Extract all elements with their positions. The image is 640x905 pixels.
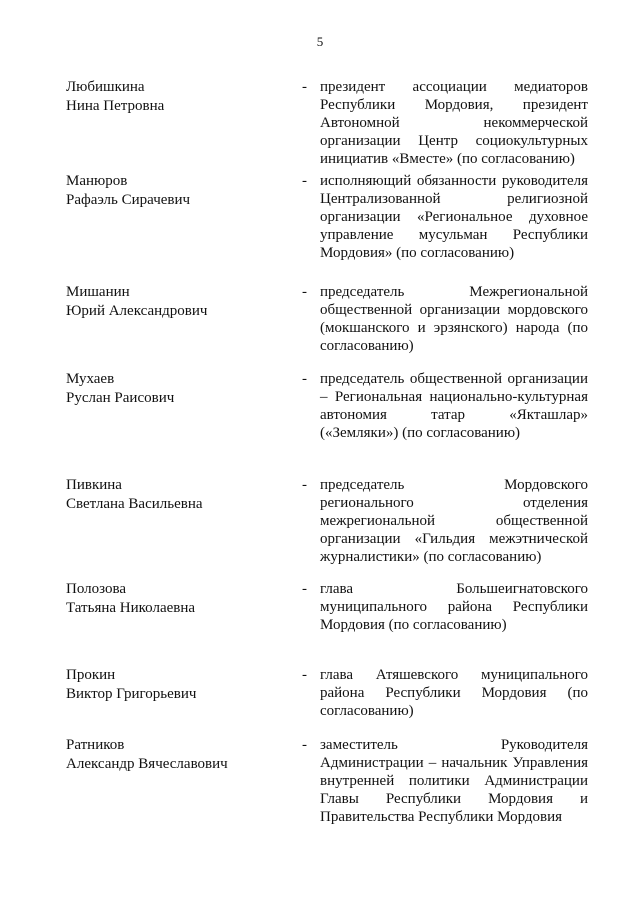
person-name xyxy=(66,172,286,210)
person-name xyxy=(66,580,286,618)
person-surname: Ратников xyxy=(66,737,125,753)
page-number: 5 xyxy=(316,34,324,49)
person-surname: Прокин xyxy=(66,667,116,683)
person-given-names: Рафаэль Сирачевич xyxy=(66,192,191,208)
separator-dash: - xyxy=(302,371,307,387)
person-surname: Мишанин xyxy=(66,284,130,300)
separator-dash: - xyxy=(302,581,307,597)
person-name xyxy=(66,78,286,116)
separator-dash: - xyxy=(302,477,307,493)
person-position: президент ассоциации медиаторов Республики Мордовия, президент Автономной некоммерческой организации Центр социокультурных инициатив «Вместе» (по согласованию) xyxy=(320,79,588,167)
person-position: глава Атяшевского муниципального района Республики Мордовия (по согласованию) xyxy=(320,667,588,719)
person-surname: Любишкина xyxy=(66,79,145,95)
person-given-names: Нина Петровна xyxy=(66,98,165,114)
person-name xyxy=(66,736,286,774)
person-given-names: Виктор Григорьевич xyxy=(66,686,197,702)
separator-dash: - xyxy=(302,737,307,753)
person-given-names: Татьяна Николаевна xyxy=(66,600,196,616)
person-given-names: Светлана Васильевна xyxy=(66,496,203,512)
person-position: председатель общественной организации – Региональная национально-культурная автономия татар «Якташлар» («Земляки») (по согласованию) xyxy=(320,371,588,441)
person-position: председатель Межрегиональной общественной организации мордовского (мокшанского и эрзянского) народа (по согласованию) xyxy=(320,284,588,354)
person-given-names: Руслан Раисович xyxy=(66,390,175,406)
separator-dash: - xyxy=(302,667,307,683)
person-name xyxy=(66,283,286,321)
person-position: исполняющий обязанности руководителя Централизованной религиозной организации «Региональное духовное управление мусульман Республики Мордовия» (по согласованию) xyxy=(320,173,588,261)
person-given-names: Юрий Александрович xyxy=(66,303,208,319)
person-surname: Пивкина xyxy=(66,477,122,493)
person-surname: Манюров xyxy=(66,173,128,189)
separator-dash: - xyxy=(302,284,307,300)
person-position: председатель Мордовского регионального отделения межрегиональной общественной организации «Гильдия межэтнической журналистики» (по согласованию) xyxy=(320,477,588,565)
person-given-names: Александр Вячеславович xyxy=(66,756,228,772)
person-name xyxy=(66,666,286,704)
person-surname: Полозова xyxy=(66,581,126,597)
person-position: глава Большеигнатовского муниципального района Республики Мордовия (по согласованию) xyxy=(320,581,588,633)
separator-dash: - xyxy=(302,173,307,189)
person-name xyxy=(66,370,286,408)
separator-dash: - xyxy=(302,79,307,95)
person-name xyxy=(66,476,286,514)
person-position: заместитель Руководителя Администрации – начальник Управления внутренней политики Администрации Главы Республики Мордовия и Правительства Республики Мордовия xyxy=(320,737,588,825)
person-surname: Мухаев xyxy=(66,371,115,387)
